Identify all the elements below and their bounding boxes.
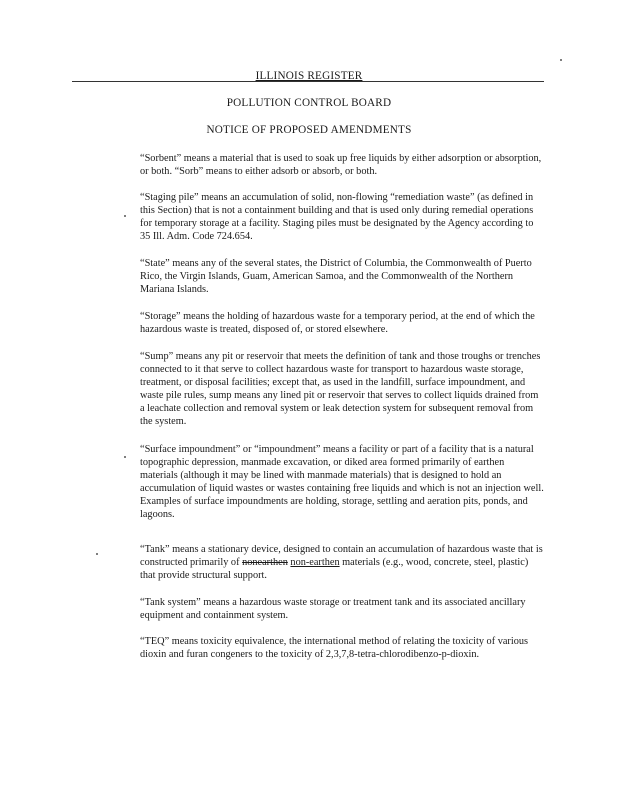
notice-title: NOTICE OF PROPOSED AMENDMENTS: [206, 124, 412, 136]
definition-staging-pile: “Staging pile” means an accumulation of solid, non-flowing “remediation waste” (as defined in this Section) that is not a containment building and that is used only during remedial operations for temporary storage at a facility. Staging piles must be designated by the Agency according to 35 Ill. Adm. Code 724.654.: [140, 192, 534, 243]
definition-teq: “TEQ” means toxicity equivalence, the international method of relating the toxicity of various dioxin and furan congeners to the toxicity of 2,3,7,8-tetra-chlorodibenzo-p-dioxin.: [140, 636, 529, 661]
scan-speck: [96, 553, 98, 555]
definition-sump: “Sump” means any pit or reservoir that meets the definition of tank and those troughs or trenches connected to it that serve to collect hazardous waste for transport to hazardous waste storage, treatment, or disposal facilities; except that, as used in the landfill, surface impoundment, and waste pile rules, sump means any lined pit or reservoir that serves to collect liquids drained from a leachate collection and removal system or leak detection system for subsequent removal from the system.: [140, 351, 541, 428]
definition-state: “State” means any of the several states, the District of Columbia, the Commonwealth of Puerto Rico, the Virgin Islands, Guam, American Samoa, and the Commonwealth of the Northern Mariana Islands.: [140, 258, 532, 296]
tank-deleted-text: nonearthen: [242, 557, 288, 569]
board-title: POLLUTION CONTROL BOARD: [226, 97, 392, 109]
definition-surface-impoundment: “Surface impoundment” or “impoundment” means a facility or part of a facility that is a natural topographic depression, manmade excavation, or diked area formed primarily of earthen materials (although it may be lined with manmade materials) that is designed to hold an accumulation of liquid wastes or wastes containing free liquids and which is not an injection well. Examples of surface impoundments are holding, storage, settling and aeration pits, ponds, and lagoons.: [140, 444, 544, 521]
scan-speck: [124, 456, 126, 458]
definition-tank: [140, 543, 544, 582]
scan-speck: [560, 59, 562, 61]
definition-sorbent: “Sorbent” means a material that is used to soak up free liquids by either adsorption or absorption, or both. “Sorb” means to either adsorb or absorb, or both.: [140, 153, 542, 178]
definition-tank-system: “Tank system” means a hazardous waste storage or treatment tank and its associated ancillary equipment and containment system.: [140, 597, 526, 622]
header-rule: [72, 81, 544, 82]
definition-storage: “Storage” means the holding of hazardous waste for a temporary period, at the end of which the hazardous waste is treated, disposed of, or stored elsewhere.: [140, 311, 535, 336]
register-title: ILLINOIS REGISTER: [255, 70, 363, 82]
tank-inserted-text: non-earthen: [290, 557, 340, 569]
tank-text-before: “Tank” means a stationary device, designed to contain an accumulation of hazardous waste that is constructed primarily of: [140, 544, 543, 569]
scan-speck: [124, 215, 126, 217]
tank-text-after: materials (e.g., wood, concrete, steel, plastic) that provide structural support.: [140, 557, 529, 582]
